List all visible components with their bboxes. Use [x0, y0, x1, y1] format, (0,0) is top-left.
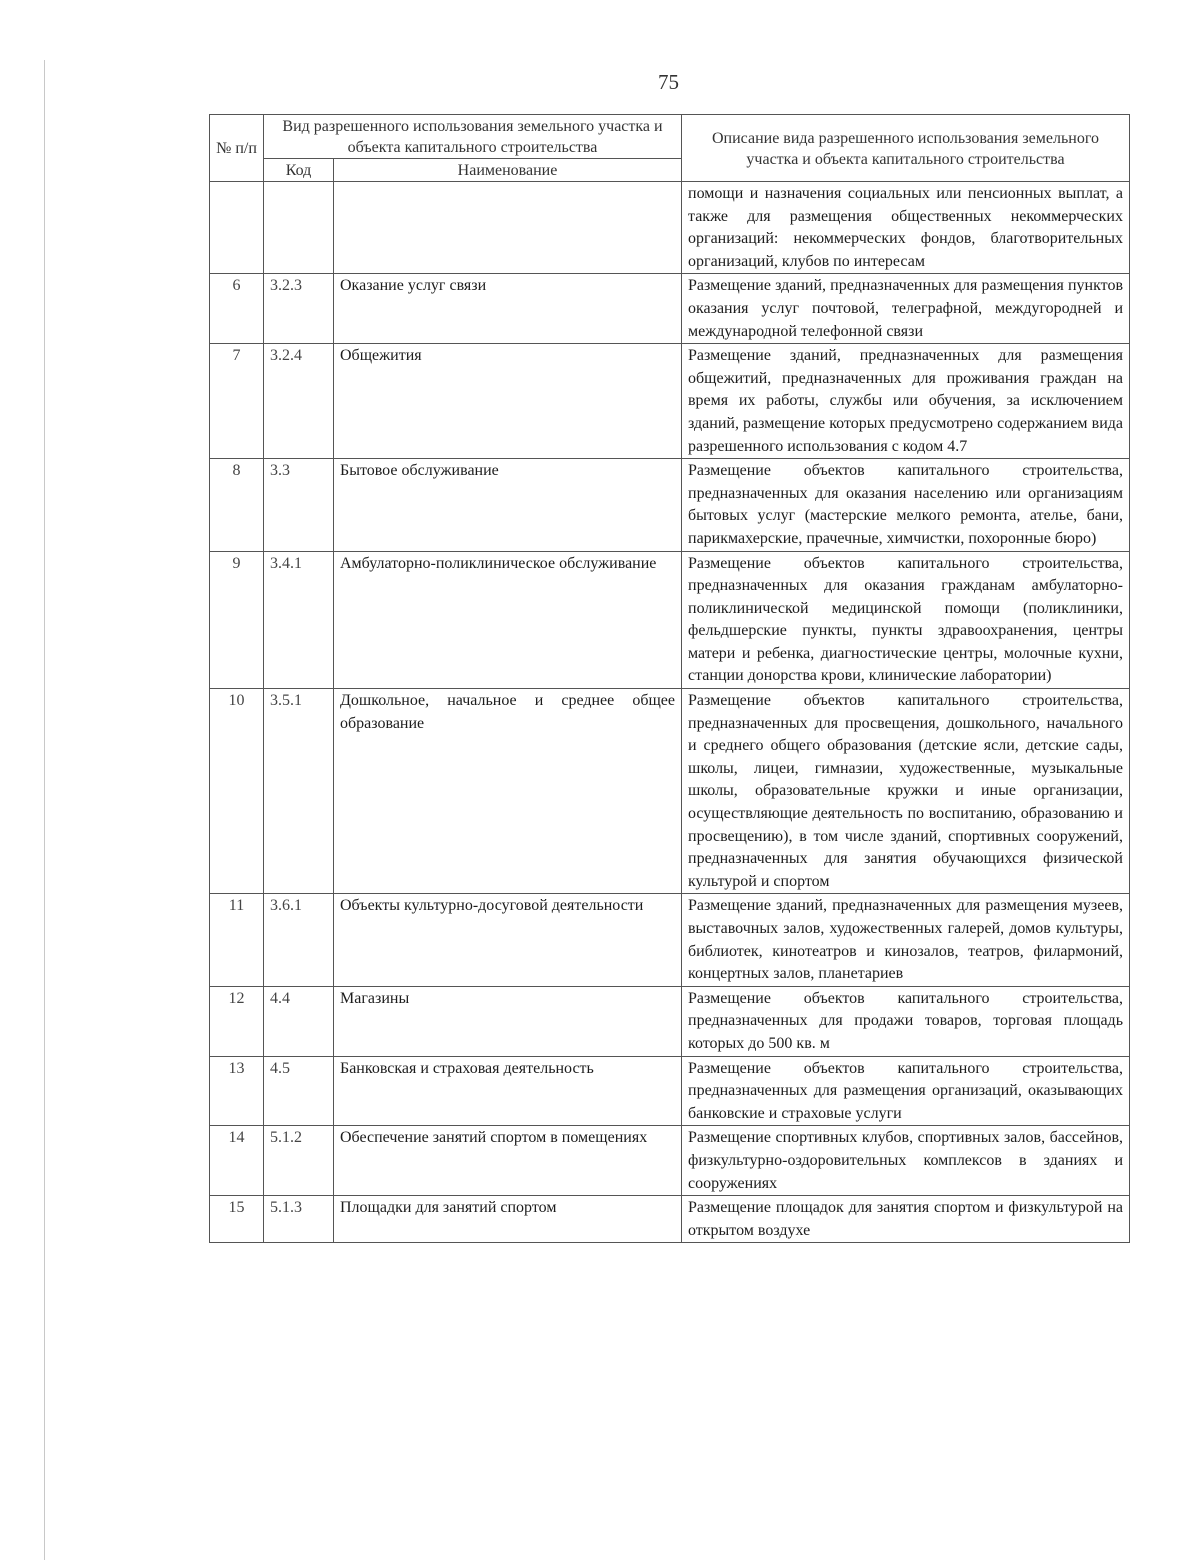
table-row	[210, 894, 1130, 986]
row-code: 3.3	[264, 459, 334, 551]
row-number: 9	[210, 551, 264, 689]
row-description: Размещение объектов капитального строительства, предназначенных для продажи товаров, торговая площадь которых до 500 кв. м	[682, 986, 1130, 1056]
row-description: Размещение объектов капитального строительства, предназначенных для размещения организаций, оказывающих банковские и страховые услуги	[682, 1056, 1130, 1126]
row-name: Дошкольное, начальное и среднее общее образование	[334, 689, 682, 894]
row-number: 8	[210, 459, 264, 551]
row-name: Площадки для занятий спортом	[334, 1196, 682, 1243]
row-description: Размещение зданий, предназначенных для размещения пунктов оказания услуг почтовой, телеграфной, междугородней и международной телефонной связи	[682, 274, 1130, 344]
row-description: Размещение объектов капитального строительства, предназначенных для оказания гражданам амбулаторно-поликлинической медицинской помощи (поликлиники, фельдшерские пункты, пункты здравоохранения, центры матери и ребенка, диагностические центры, молочные кухни, станции донорства крови, клинические лаборатории)	[682, 551, 1130, 689]
row-name: Оказание услуг связи	[334, 274, 682, 344]
row-name: Обеспечение занятий спортом в помещениях	[334, 1126, 682, 1196]
row-number: 13	[210, 1056, 264, 1126]
row-name: Общежития	[334, 344, 682, 459]
table-row	[210, 986, 1130, 1056]
row-number: 14	[210, 1126, 264, 1196]
row-code: 3.2.3	[264, 274, 334, 344]
header-code: Код	[264, 159, 334, 182]
row-name: Бытовое обслуживание	[334, 459, 682, 551]
table-row	[210, 274, 1130, 344]
table-row	[210, 551, 1130, 689]
table-row	[210, 1126, 1130, 1196]
row-code: 5.1.3	[264, 1196, 334, 1243]
row-number: 12	[210, 986, 264, 1056]
row-code: 4.4	[264, 986, 334, 1056]
row-description: Размещение зданий, предназначенных для размещения музеев, выставочных залов, художественных галерей, домов культуры, библиотек, кинотеатров и кинозалов, театров, филармоний, концертных залов, планетариев	[682, 894, 1130, 986]
page-number: 75	[658, 70, 679, 94]
header-description: Описание вида разрешенного использования земельного участка и объекта капитального строительства	[682, 115, 1130, 182]
row-name	[334, 182, 682, 274]
row-description: помощи и назначения социальных или пенсионных выплат, а также для размещения общественных некоммерческих организаций: некоммерческих фондов, благотворительных организаций, клубов по интересам	[682, 182, 1130, 274]
row-code: 3.5.1	[264, 689, 334, 894]
row-number	[210, 182, 264, 274]
row-description: Размещение зданий, предназначенных для размещения общежитий, предназначенных для проживания граждан на время их работы, службы или обучения, за исключением зданий, размещение которых предусмотрено содержанием вида разрешенного использования с кодом 4.7	[682, 344, 1130, 459]
table-body	[210, 182, 1130, 1243]
row-code: 5.1.2	[264, 1126, 334, 1196]
table-row	[210, 689, 1130, 894]
row-number: 15	[210, 1196, 264, 1243]
page-margin-line	[44, 60, 45, 1560]
header-name: Наименование	[334, 159, 682, 182]
table-row	[210, 182, 1130, 274]
row-code	[264, 182, 334, 274]
header-group: Вид разрешенного использования земельного участка и объекта капитального строительства	[264, 115, 682, 159]
row-name: Банковская и страховая деятельность	[334, 1056, 682, 1126]
table-header-row	[210, 115, 1130, 159]
row-code: 3.6.1	[264, 894, 334, 986]
row-code: 4.5	[264, 1056, 334, 1126]
row-name: Магазины	[334, 986, 682, 1056]
land-use-table	[209, 114, 1130, 1243]
table-row	[210, 459, 1130, 551]
row-name: Объекты культурно-досуговой деятельности	[334, 894, 682, 986]
row-name: Амбулаторно-поликлиническое обслуживание	[334, 551, 682, 689]
row-number: 6	[210, 274, 264, 344]
row-number: 10	[210, 689, 264, 894]
row-number: 11	[210, 894, 264, 986]
table-row	[210, 344, 1130, 459]
row-code: 3.4.1	[264, 551, 334, 689]
table-row	[210, 1056, 1130, 1126]
row-number: 7	[210, 344, 264, 459]
row-code: 3.2.4	[264, 344, 334, 459]
header-num: № п/п	[210, 115, 264, 182]
row-description: Размещение объектов капитального строительства, предназначенных для оказания населению или организациям бытовых услуг (мастерские мелкого ремонта, ателье, бани, парикмахерские, прачечные, химчистки, похоронные бюро)	[682, 459, 1130, 551]
row-description: Размещение объектов капитального строительства, предназначенных для просвещения, дошкольного, начального и среднего общего образования (детские ясли, детские сады, школы, лицеи, гимназии, художественные, музыкальные школы, образовательные кружки и иные организации, осуществляющие деятельность по воспитанию, образованию и просвещению), в том числе зданий, спортивных сооружений, предназначенных для занятия обучающихся физической культурой и спортом	[682, 689, 1130, 894]
row-description: Размещение площадок для занятия спортом и физкультурой на открытом воздухе	[682, 1196, 1130, 1243]
row-description: Размещение спортивных клубов, спортивных залов, бассейнов, физкультурно-оздоровительных комплексов в зданиях и сооружениях	[682, 1126, 1130, 1196]
table-row	[210, 1196, 1130, 1243]
